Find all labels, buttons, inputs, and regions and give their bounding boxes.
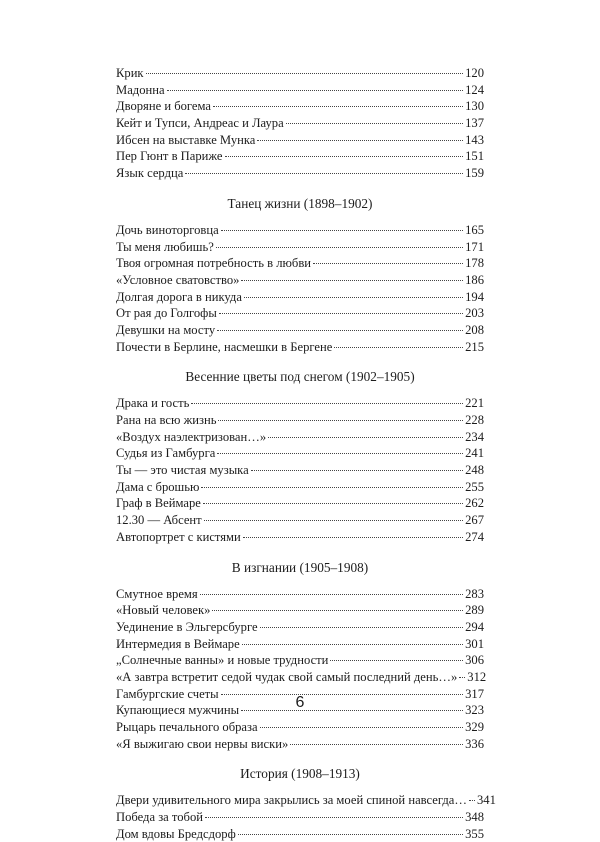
dot-leader xyxy=(330,660,463,661)
toc-entry[interactable] xyxy=(116,339,484,356)
dot-leader xyxy=(217,453,463,454)
dot-leader xyxy=(216,247,463,248)
entry-page: 289 xyxy=(465,603,484,618)
entry-page: 336 xyxy=(465,736,484,751)
dot-leader xyxy=(238,834,463,835)
dot-leader xyxy=(167,90,464,91)
toc-entry[interactable] xyxy=(116,792,496,809)
dot-leader xyxy=(203,503,463,504)
dot-leader xyxy=(201,487,463,488)
entry-title: Крик xyxy=(116,66,144,80)
toc-entry[interactable] xyxy=(116,115,484,132)
toc-entry[interactable] xyxy=(116,395,484,412)
group-spacer xyxy=(116,182,484,191)
entry-page: 312 xyxy=(467,669,487,684)
entry-title: Почести в Берлине, насмешки в Бергене xyxy=(116,339,333,354)
entry-title: «Условное сватовство» xyxy=(116,272,240,287)
entry-page: 194 xyxy=(465,289,484,304)
entry-title: Гамбургские счеты xyxy=(116,686,219,701)
toc-entry[interactable] xyxy=(116,412,484,429)
dot-leader xyxy=(191,403,463,404)
entry-title: Уединение в Эльгерсбурге xyxy=(116,619,258,634)
entry-page: 301 xyxy=(465,636,484,651)
entry-page: 234 xyxy=(465,429,484,444)
entry-title: Смутное время xyxy=(116,586,198,601)
toc-entry[interactable] xyxy=(116,809,484,826)
toc-entry[interactable] xyxy=(116,165,484,182)
toc-entry[interactable] xyxy=(116,132,484,149)
dot-leader xyxy=(200,594,463,595)
entry-page: 255 xyxy=(465,479,484,494)
entry-title: Ты меня любишь? xyxy=(116,239,214,254)
toc-entry[interactable] xyxy=(116,289,484,306)
dot-leader xyxy=(260,627,464,628)
toc-entry[interactable] xyxy=(116,512,484,529)
dot-leader xyxy=(286,123,463,124)
entry-title: Автопортрет с кистями xyxy=(116,529,241,544)
dot-leader xyxy=(217,330,463,331)
entry-title: Ибсен на выставке Мунка xyxy=(116,132,256,147)
entry-title: «Я выжигаю свои нервы виски» xyxy=(116,736,289,751)
toc-entry[interactable] xyxy=(116,82,484,99)
entry-title: «Новый человек» xyxy=(116,603,211,618)
entry-title: „Солнечные ванны» и новые трудности xyxy=(116,653,329,668)
entry-title: «А завтра встретит седой чудак свой самый последний день…» xyxy=(116,669,458,684)
entry-page: 317 xyxy=(465,686,484,701)
section-heading: Танец жизни (1898–1902) xyxy=(227,195,373,211)
section-heading: Весенние цветы под снегом (1902–1905) xyxy=(185,369,415,385)
toc-entry[interactable] xyxy=(116,652,484,669)
entry-page: 262 xyxy=(465,496,484,511)
toc-entry[interactable] xyxy=(116,239,484,256)
dot-leader xyxy=(251,470,463,471)
dot-leader xyxy=(204,520,463,521)
dot-leader xyxy=(221,230,463,231)
entry-title: Драка и гость xyxy=(116,396,190,411)
entry-page: 178 xyxy=(465,256,484,271)
entry-page: 274 xyxy=(465,529,484,544)
toc-entry[interactable] xyxy=(116,148,484,165)
dot-leader xyxy=(244,297,463,298)
toc-entry[interactable] xyxy=(116,305,484,322)
toc-entry[interactable] xyxy=(116,669,487,686)
dot-leader xyxy=(213,106,463,107)
entry-title: Судья из Гамбурга xyxy=(116,446,216,461)
group-spacer xyxy=(116,355,484,364)
dot-leader xyxy=(257,140,463,141)
entry-title: Дочь виноторговца xyxy=(116,222,219,237)
entry-page: 355 xyxy=(465,826,484,841)
dot-leader xyxy=(146,73,464,74)
entry-page: 130 xyxy=(465,99,484,114)
entry-page: 124 xyxy=(465,82,484,97)
toc-entry[interactable] xyxy=(116,462,484,479)
entry-page: 228 xyxy=(465,413,484,427)
toc-entry[interactable] xyxy=(116,529,484,546)
entry-title: Ты — это чистая музыка xyxy=(116,463,249,478)
entry-page: 221 xyxy=(465,396,484,411)
entry-title: Дама с брошью xyxy=(116,479,200,494)
entry-page: 137 xyxy=(465,116,484,131)
dot-leader xyxy=(242,644,463,645)
dot-leader xyxy=(260,727,464,728)
entry-title: Дом вдовы Бредсдорф xyxy=(116,826,236,841)
entry-page: 248 xyxy=(465,463,484,478)
group-spacer xyxy=(116,752,484,761)
table-of-contents xyxy=(116,65,496,842)
entry-page: 186 xyxy=(465,272,484,287)
toc-entry[interactable] xyxy=(116,586,484,603)
toc-entry[interactable] xyxy=(116,619,484,636)
entry-page: 171 xyxy=(465,239,484,254)
dot-leader xyxy=(212,610,463,611)
dot-leader xyxy=(469,800,475,801)
dot-leader xyxy=(268,437,463,438)
entry-page: 267 xyxy=(465,513,484,528)
toc-entry[interactable] xyxy=(116,636,484,653)
entry-page: 241 xyxy=(465,446,484,461)
toc-entry[interactable] xyxy=(116,255,484,272)
entry-page: 323 xyxy=(465,703,484,718)
dot-leader xyxy=(334,347,463,348)
entry-title: Рана на всю жизнь xyxy=(116,413,217,427)
dot-leader xyxy=(205,817,463,818)
toc-entry[interactable] xyxy=(116,272,484,289)
toc-entry[interactable] xyxy=(116,826,484,842)
dot-leader xyxy=(459,677,465,678)
entry-title: Купающиеся мужчины xyxy=(116,703,240,718)
dot-leader xyxy=(313,263,463,264)
entry-page: 159 xyxy=(465,166,484,181)
toc-entry[interactable] xyxy=(116,65,484,82)
toc-entry[interactable] xyxy=(116,445,484,462)
entry-title: Долгая дорога в никуда xyxy=(116,289,242,304)
dot-leader xyxy=(243,537,463,538)
entry-page: 143 xyxy=(465,132,484,147)
entry-title: «Воздух наэлектризован…» xyxy=(116,429,267,444)
entry-page: 348 xyxy=(465,810,484,825)
entry-title: Граф в Веймаре xyxy=(116,496,201,511)
entry-page: 151 xyxy=(465,149,484,164)
toc-entry[interactable] xyxy=(116,98,484,115)
entry-title: Пер Гюнт в Париже xyxy=(116,149,223,164)
dot-leader xyxy=(218,420,463,421)
dot-leader xyxy=(241,280,463,281)
entry-title: 12.30 — Абсент xyxy=(116,513,202,528)
entry-page: 283 xyxy=(465,586,484,601)
group-spacer xyxy=(116,546,484,555)
entry-page: 306 xyxy=(465,653,484,668)
entry-title: Твоя огромная потребность в любви xyxy=(116,256,312,271)
entry-title: Девушки на мосту xyxy=(116,322,216,337)
toc-entry[interactable] xyxy=(116,322,484,339)
toc-entry[interactable] xyxy=(116,602,484,619)
section-heading: В изгнании (1905–1908) xyxy=(231,559,369,575)
entry-title: Мадонна xyxy=(116,82,165,97)
dot-leader xyxy=(225,156,464,157)
entry-title: Интермедия в Веймаре xyxy=(116,636,240,651)
entry-title: Рыцарь печального образа xyxy=(116,720,258,734)
toc-entry[interactable] xyxy=(116,479,484,496)
entry-title: От рая до Голгофы xyxy=(116,306,217,321)
toc-entry[interactable] xyxy=(116,719,484,736)
entry-page: 294 xyxy=(465,619,484,634)
entry-title: Двери удивительного мира закрылись за моей спиной навсегда… xyxy=(116,793,467,808)
dot-leader xyxy=(185,173,463,174)
dot-leader xyxy=(290,744,463,745)
entry-page: 208 xyxy=(465,322,484,337)
section-heading: История (1908–1913) xyxy=(240,766,360,782)
dot-leader xyxy=(219,313,463,314)
entry-page: 341 xyxy=(477,793,496,808)
toc-entry[interactable] xyxy=(116,429,484,446)
entry-title: Кейт и Тупси, Андреас и Лаура xyxy=(116,116,284,131)
entry-title: Язык сердца xyxy=(116,166,184,181)
entry-page: 203 xyxy=(465,306,484,321)
entry-title: Дворяне и богема xyxy=(116,99,211,114)
entry-title: Победа за тобой xyxy=(116,810,203,825)
page-number: 6 xyxy=(295,694,305,711)
entry-page: 215 xyxy=(465,339,484,354)
entry-page: 329 xyxy=(465,720,484,734)
toc-entry[interactable] xyxy=(116,222,484,239)
entry-page: 120 xyxy=(465,66,484,80)
toc-entry[interactable] xyxy=(116,495,484,512)
entry-page: 165 xyxy=(465,222,484,237)
